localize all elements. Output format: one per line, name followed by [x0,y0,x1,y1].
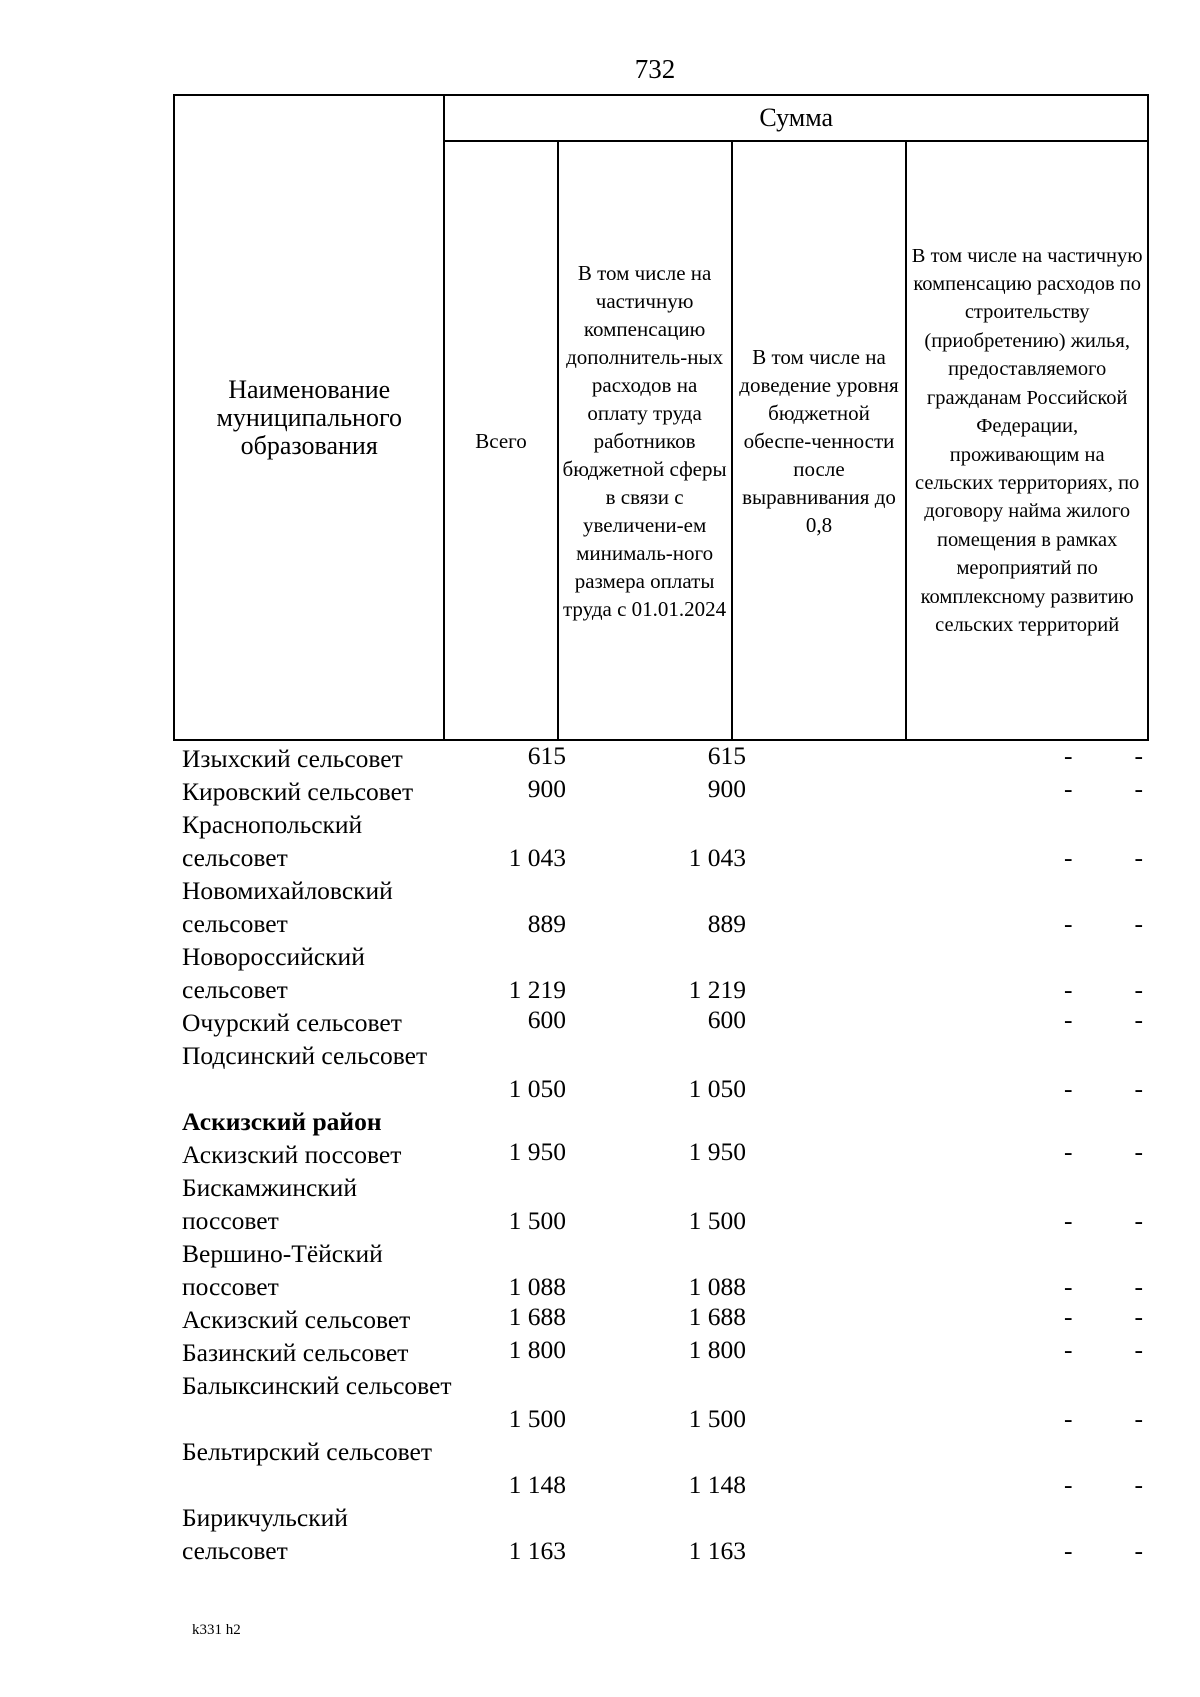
budget-value: - [1064,1206,1073,1235]
municipality-name: Бельтирский сельсовет [182,1437,432,1466]
wage-value: 1 088 [688,1272,746,1301]
budget-value: - [1064,909,1073,938]
housing-value: - [1134,1005,1143,1034]
wage-value: 1 163 [688,1536,746,1565]
page-number: 732 [634,54,676,84]
housing-value: - [1134,741,1143,770]
housing-value: - [1134,1302,1143,1331]
total-value: 1 163 [508,1536,566,1565]
total-value: 1 050 [508,1074,566,1103]
table-header [173,94,1149,741]
table-row [176,1138,1146,1171]
housing-value: - [1134,1335,1143,1364]
municipality-name: Новороссийский сельсовет [182,942,365,1004]
housing-value: - [1134,1137,1143,1166]
budget-value: - [1064,774,1073,803]
table-row [176,742,1146,775]
wage-value: 600 [707,1005,746,1034]
wage-value: 900 [707,774,746,803]
wage-value: 1 500 [688,1404,746,1433]
total-value: 1 950 [508,1137,566,1166]
housing-value: - [1134,843,1143,872]
table-row [176,1006,1146,1039]
budget-value: - [1064,1272,1073,1301]
municipality-name: Аскизский сельсовет [182,1305,411,1334]
total-value: 1 148 [508,1470,566,1499]
municipality-name: Изыхский сельсовет [182,744,403,773]
budget-value: - [1064,1335,1073,1364]
table-row [176,940,1146,1006]
wage-value: 1 219 [688,975,746,1004]
municipality-name: Базинский сельсовет [182,1338,409,1367]
table-row [176,1369,1146,1435]
budget-value: - [1064,1005,1073,1034]
wage-value: 1 148 [688,1470,746,1499]
table-row [176,1501,1146,1567]
total-value: 1 500 [508,1206,566,1235]
total-value: 900 [527,774,566,803]
housing-value: - [1134,909,1143,938]
municipality-name: Кировский сельсовет [182,777,414,806]
wage-value: 1 043 [688,843,746,872]
footer-code: k331 h2 [192,1622,241,1638]
table-row [176,874,1146,940]
housing-value: - [1134,1272,1143,1301]
header-housing-column: В том числе на частичную компенсацию расходов по строительству (приобретению) жилья, предоставляемого гражданам Российской Федерации, проживающим на сельских территориях, по договору найма жилого помещения в рамках мероприятий по комплексному развитию сельских территорий [906,141,1148,740]
municipality-name: Очурский сельсовет [182,1008,402,1037]
budget-value: - [1064,843,1073,872]
wage-value: 1 800 [688,1335,746,1364]
wage-value: 1 688 [688,1302,746,1331]
total-value: 1 088 [508,1272,566,1301]
budget-value: - [1064,975,1073,1004]
header-sum-group: Сумма [444,95,1148,141]
housing-value: - [1134,975,1143,1004]
wage-value: 615 [707,741,746,770]
table-row [176,808,1146,874]
total-value: 615 [527,741,566,770]
header-name-column: Наименование муниципального образования [174,95,444,740]
housing-value: - [1134,774,1143,803]
budget-value: - [1064,1470,1073,1499]
header-total-column: Всего [444,141,557,740]
table-row [176,1336,1146,1369]
housing-value: - [1134,1404,1143,1433]
housing-value: - [1134,1536,1143,1565]
housing-value: - [1134,1206,1143,1235]
municipality-name: Бирикчульский сельсовет [182,1503,348,1565]
municipality-name: Краснопольский сельсовет [182,810,363,872]
budget-value: - [1064,1137,1073,1166]
municipality-name: Подсинский сельсовет [182,1041,428,1070]
total-value: 1 219 [508,975,566,1004]
table-body [176,742,1146,1567]
total-value: 889 [527,909,566,938]
group-header-row [176,1105,1146,1138]
total-value: 1 688 [508,1302,566,1331]
wage-value: 1 950 [688,1137,746,1166]
municipality-name: Новомихайловский сельсовет [182,876,393,938]
table-row [176,775,1146,808]
housing-value: - [1134,1470,1143,1499]
header-budget-column: В том числе на доведение уровня бюджетной обеспе-ченности после выравнивания до 0,8 [732,141,907,740]
table-row [176,1435,1146,1501]
table-row [176,1039,1146,1105]
municipality-name: Балыксинский сельсовет [182,1371,452,1400]
wage-value: 889 [707,909,746,938]
total-value: 600 [527,1005,566,1034]
group-name: Аскизский район [182,1107,382,1136]
table-row [176,1303,1146,1336]
wage-value: 1 500 [688,1206,746,1235]
table-row [176,1237,1146,1303]
budget-value: - [1064,1404,1073,1433]
budget-value: - [1064,1302,1073,1331]
budget-value: - [1064,1536,1073,1565]
total-value: 1 043 [508,843,566,872]
municipality-name: Аскизский поссовет [182,1140,402,1169]
housing-value: - [1134,1074,1143,1103]
wage-value: 1 050 [688,1074,746,1103]
total-value: 1 500 [508,1404,566,1433]
municipality-name: Бискамжинский поссовет [182,1173,357,1235]
total-value: 1 800 [508,1335,566,1364]
budget-value: - [1064,1074,1073,1103]
header-wage-column: В том числе на частичную компенсацию дополнитель-ных расходов на оплату труда работников бюджетной сферы в связи с увеличени-ем минималь-ного размера оплаты труда с 01.01.2024 [558,141,732,740]
table-row [176,1171,1146,1237]
municipality-name: Вершино-Тёйский поссовет [182,1239,383,1301]
budget-value: - [1064,741,1073,770]
